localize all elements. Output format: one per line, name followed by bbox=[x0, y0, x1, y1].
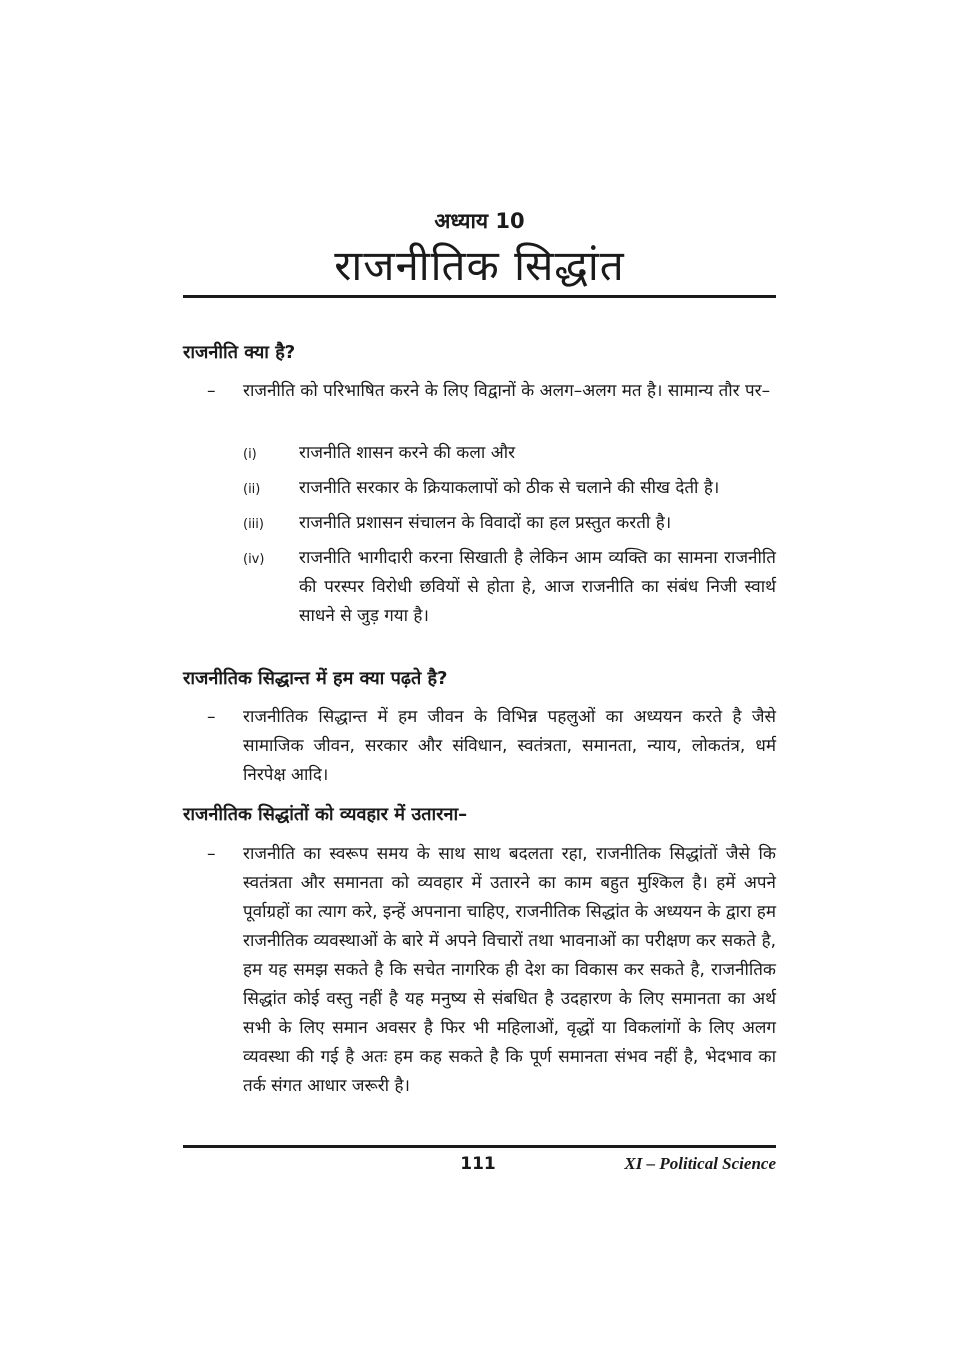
list-item-text: राजनीति सरकार के क्रियाकलापों को ठीक से चलाने की सीख देती है। bbox=[299, 478, 720, 498]
section-1-intro-bullet bbox=[183, 377, 776, 406]
list-item-text: राजनीति प्रशासन संचालन के विवादों का हल प्रस्तुत करती है। bbox=[299, 513, 672, 533]
section-1-intro-text: राजनीति को परिभाषित करने के लिए विद्वानों के अलग–अलग मत है। सामान्य तौर पर– bbox=[243, 381, 771, 401]
section-2-bullet bbox=[183, 703, 776, 790]
footer-divider bbox=[183, 1145, 776, 1148]
page-number: 111 bbox=[460, 1154, 496, 1174]
title-divider bbox=[183, 295, 776, 298]
section-2-text: राजनीतिक सिद्धान्त में हम जीवन के विभिन्न पहलुओं का अध्ययन करते है जैसे सामाजिक जीवन, सरकार और संविधान, स्वतंत्रता, समानता, न्याय, लोकतंत्र, धर्म निरपेक्ष आदि। bbox=[243, 707, 776, 785]
list-item bbox=[183, 544, 776, 631]
section-3-text: राजनीति का स्वरूप समय के साथ साथ बदलता रहा, राजनीतिक सिद्धांतों जैसे कि स्वतंत्रता और समानता को व्यवहार में उतारने का काम बहुत मुश्किल है। हमें अपने पूर्वाग्रहों का त्याग करे, इन्हें अपनाना चाहिए, राजनीतिक सिद्धांत के अध्ययन के द्वारा हम राजनीतिक व्यवस्थाओं के बारे में अपने विचारों तथा भावनाओं का परीक्षण कर सकते है, हम यह समझ सकते है कि सचेत नागरिक ही देश का विकास कर सकते है, राजनीतिक सिद्धांत कोई वस्तु नहीं है यह मनुष्य से संबधित है उदहारण के लिए समानता का अर्थ सभी के लिए समान अवसर है फिर भी महिलाओं, वृद्धों या विकलांगों के लिए अलग व्यवस्था की गई है अतः हम कह सकते है कि पूर्ण समानता संभव नहीं है, भेदभाव का तर्क संगत आधार जरूरी है। bbox=[243, 844, 776, 1096]
chapter-title: राजनीतिक सिद्धांत bbox=[334, 241, 625, 290]
list-item-text: राजनीति शासन करने की कला और bbox=[299, 443, 516, 463]
bullet-dash: – bbox=[207, 707, 216, 727]
footer-subject: XI – Political Science bbox=[624, 1154, 776, 1173]
bullet-dash: – bbox=[207, 381, 216, 401]
list-item-number: (iv) bbox=[243, 552, 265, 567]
list-item bbox=[183, 509, 776, 538]
section-heading-practice: राजनीतिक सिद्धांतों को व्यवहार में उतारना– bbox=[183, 804, 468, 825]
list-item-number: (ii) bbox=[243, 482, 261, 497]
list-item-number: (iii) bbox=[243, 517, 264, 532]
list-item-number: (i) bbox=[243, 447, 257, 462]
list-item bbox=[183, 439, 776, 468]
list-item-text: राजनीति भागीदारी करना सिखाती है लेकिन आम व्यक्ति का सामना राजनीति की परस्पर विरोधी छवियों से होता हे, आज राजनीति का संबंध निजी स्वार्थ साधने से जुड़ गया है। bbox=[299, 548, 776, 626]
definitions-list bbox=[183, 439, 776, 637]
bullet-dash: – bbox=[207, 844, 216, 864]
chapter-label: अध्याय 10 bbox=[434, 209, 525, 233]
section-heading-what-is-politics: राजनीति क्या है? bbox=[183, 342, 296, 363]
list-item bbox=[183, 474, 776, 503]
section-3-bullet bbox=[183, 840, 776, 1101]
section-heading-what-we-study: राजनीतिक सिद्धान्त में हम क्या पढ़ते है? bbox=[183, 668, 448, 689]
